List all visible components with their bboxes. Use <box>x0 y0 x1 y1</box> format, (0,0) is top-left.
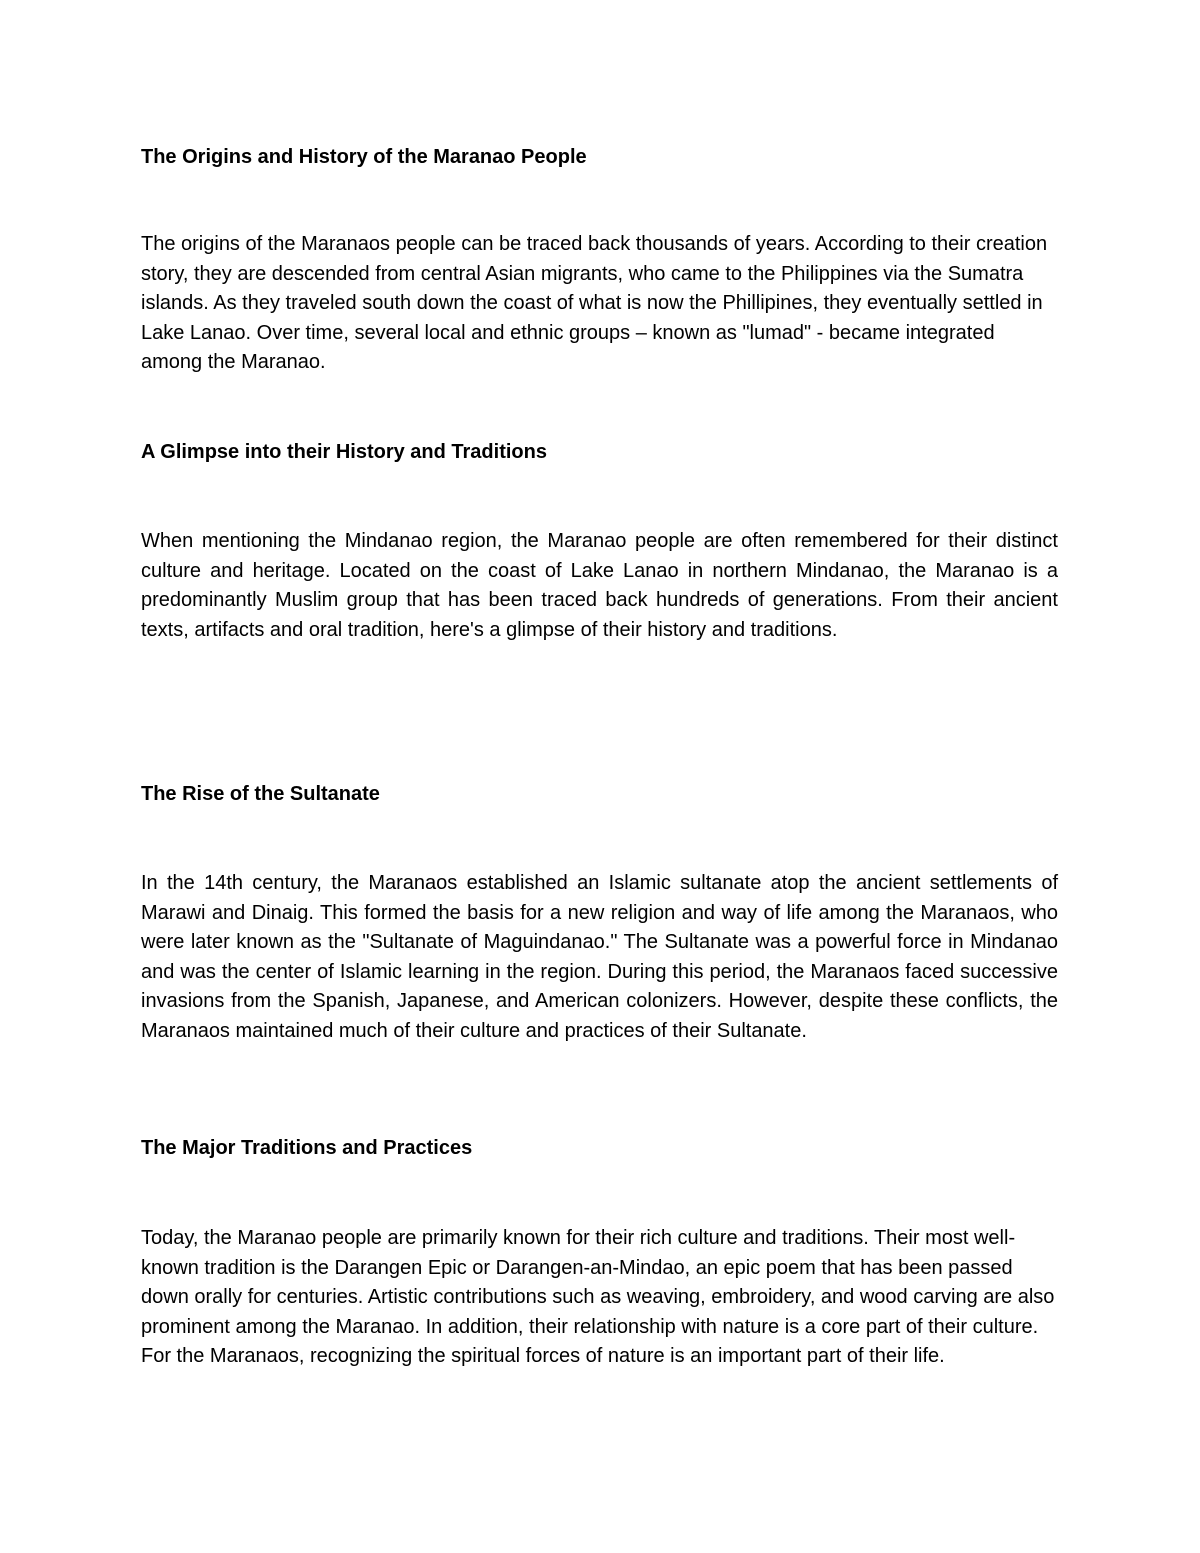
section-heading-sultanate: The Rise of the Sultanate <box>141 783 380 805</box>
section-heading-origins: The Origins and History of the Maranao People <box>141 146 587 168</box>
section-body-sultanate: In the 14th century, the Maranaos established an Islamic sultanate atop the ancient settlements of Marawi and Dinaig. This formed the basis for a new religion and way of life among the Maranaos, who were later known as the "Sultanate of Maguindanao." The Sultanate was a powerful force in Mindanao and was the center of Islamic learning in the region. During this period, the Maranaos faced successive invasions from the Spanish, Japanese, and American colonizers. However, despite these conflicts, the Maranaos maintained much of their culture and practices of their Sultanate. <box>141 872 1058 1042</box>
section-body-traditions: Today, the Maranao people are primarily known for their rich culture and traditions. Their most well-known tradition is the Darangen Epic or Darangen-an-Mindao, an epic poem that has been passed down orally for centuries. Artistic contributions such as weaving, embroidery, and wood carving are also prominent among the Maranao. In addition, their relationship with nature is a core part of their culture. For the Maranaos, recognizing the spiritual forces of nature is an important part of their life. <box>141 1227 1055 1367</box>
section-heading-traditions: The Major Traditions and Practices <box>141 1137 473 1159</box>
section-body-origins: The origins of the Maranaos people can be traced back thousands of years. According to their creation story, they are descended from central Asian migrants, who came to the Philippines via the Sumatra islands. As they traveled south down the coast of what is now the Phillipines, they eventually settled in Lake Lanao. Over time, several local and ethnic groups – known as "lumad" - became integrated among the Maranao. <box>141 233 1048 373</box>
section-heading-glimpse: A Glimpse into their History and Traditions <box>141 441 547 463</box>
section-body-glimpse: When mentioning the Mindanao region, the Maranao people are often remembered for their distinct culture and heritage. Located on the coast of Lake Lanao in northern Mindanao, the Maranao is a predominantly Muslim group that has been traced back hundreds of generations. From their ancient texts, artifacts and oral tradition, here's a glimpse of their history and traditions. <box>141 530 1058 641</box>
